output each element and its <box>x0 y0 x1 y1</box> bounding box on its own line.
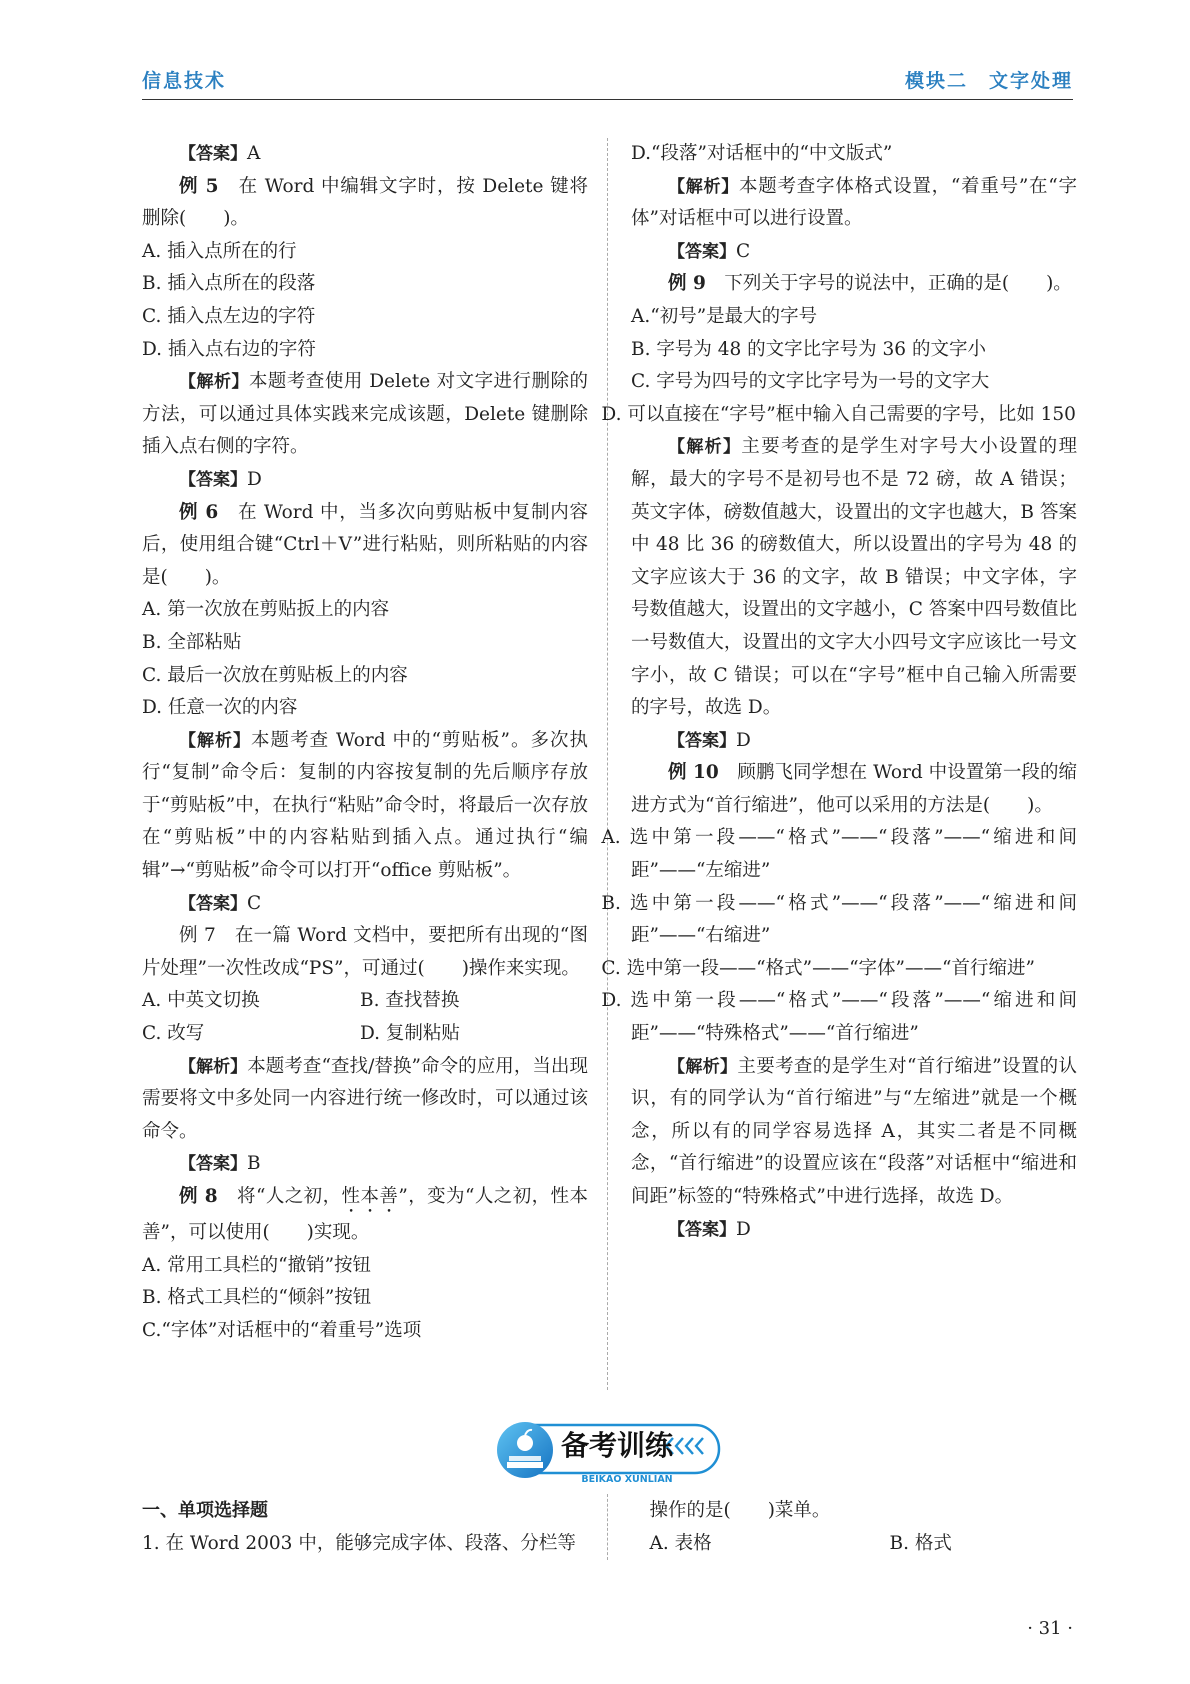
example-8-stem: 例 8 将“人之初，性本善”，变为“人之初，性本善”，可以使用( )实现。 <box>142 1186 588 1243</box>
analysis: 【解析】本题考查 Word 中的“剪贴板”。多次执行“复制”命令后：复制的内容按复制的先后顺序存放于“剪贴板”中，在执行“粘贴”命令时，将最后一次存放在“剪贴板”中的内容粘贴到插入点。通过执行“编辑”→“剪贴板”命令可以打开“office 剪贴板”。 <box>142 729 588 882</box>
example-7-stem: 例 7 在一篇 Word 文档中，要把所有出现的“图片处理”一次性改成“PS”，可通过( )操作来实现。 <box>142 925 588 979</box>
answer-line: 【答案】B <box>179 1153 261 1175</box>
analysis: 【解析】主要考查的是学生对字号大小设置的理解，最大的字号不是初号也不是 72 磅，故 A 错误；英文字体，磅数值越大，设置出的文字也越大，B 答案中 48 比 36 的磅数值大，所以设置出的字号为 48 的文字应该大于 36 的文字，故 B 错误；中文字体，字号数值越大，设置出的文字越小，C 答案中四号数值比一号数值大，设置出的文字大小四号文字应该比一号文字小，故 C 错误；可以在“字号”框中自己输入所需要的字号，故选 D。 <box>631 436 1077 719</box>
option-b: B. 格式 <box>889 1533 952 1554</box>
banner-graphic <box>487 1410 737 1492</box>
question-1-stem: 1. 在 Word 2003 中，能够完成字体、段落、分栏等 <box>142 1533 576 1554</box>
option-b: B. 查找替换 <box>360 990 460 1012</box>
option-a: A. 第一次放在剪贴扳上的内容 <box>142 599 390 621</box>
answer-line: 【答案】A <box>179 143 261 164</box>
page-number: · 31 · <box>1027 1618 1073 1639</box>
header-rule <box>142 99 1073 100</box>
option-d: D. 选中第一段——“格式”——“段落”——“缩进和间距”——“特殊格式”——“首行缩进” <box>601 990 1077 1045</box>
option-c: C. 改写 <box>142 1023 205 1045</box>
answer-line: 【答案】D <box>668 1218 751 1240</box>
option-b: B. 格式工具栏的“倾斜”按钮 <box>142 1287 372 1309</box>
option-row <box>631 1527 1077 1560</box>
option-d: D. 任意一次的内容 <box>142 697 298 719</box>
analysis: 【解析】本题考查“查找/替换”命令的应用，当出现需要将文中多处同一内容进行统一修改时，可以通过该命令。 <box>142 1055 588 1142</box>
column-divider <box>607 138 608 1390</box>
answer-line: 【答案】D <box>668 729 751 751</box>
example-9-stem: 例 9 下列关于字号的说法中，正确的是( )。 <box>668 273 1072 295</box>
option-d: D.“段落”对话框中的“中文版式” <box>631 143 893 164</box>
running-header-subject: 信息技术 <box>142 70 227 92</box>
analysis: 【解析】本题考查使用 Delete 对文字进行删除的方法，可以通过具体实践来完成该题，Delete 键删除插入点右侧的字符。 <box>142 371 588 458</box>
option-d: D. 可以直接在“字号”框中输入自己需要的字号，比如 150 <box>601 403 1076 425</box>
option-c: C.“字体”对话框中的“着重号”选项 <box>142 1319 422 1341</box>
option-a: A. 插入点所在的行 <box>142 240 297 262</box>
question-1-stem-cont: 操作的是( )菜单。 <box>649 1500 831 1521</box>
emphasis-dotted-text: 性本善 <box>341 1186 399 1207</box>
analysis: 【解析】主要考查的是学生对“首行缩进”设置的认识，有的同学认为“首行缩进”与“左缩进”就是一个概念，所以有的同学容易选择 A，其实二者是不同概念，“首行缩进”的设置应该在“段落”对话框中“缩进和间距”标签的“特殊格式”中进行选择，故选 D。 <box>631 1055 1078 1207</box>
practice-banner <box>487 1410 737 1492</box>
option-a: A. 选中第一段——“格式”——“段落”——“缩进和间距”——“左缩进” <box>601 827 1077 882</box>
apple-book-icon <box>497 1422 553 1478</box>
option-c: C. 字号为四号的文字比字号为一号的文字大 <box>631 371 990 393</box>
option-d: D. 插入点右边的字符 <box>142 338 316 360</box>
option-b: B. 插入点所在的段落 <box>142 273 316 295</box>
example-5-stem: 例 5 在 Word 中编辑文字时，按 Delete 键将删除( )。 <box>142 175 588 230</box>
right-column <box>601 138 1078 1246</box>
practice-right <box>631 1494 1077 1560</box>
option-a: A. 中英文切换 <box>142 990 260 1012</box>
option-c: C. 最后一次放在剪贴板上的内容 <box>142 664 408 686</box>
answer-line: 【答案】C <box>668 240 751 262</box>
answer-line: 【答案】C <box>179 892 262 914</box>
option-row <box>142 985 588 1018</box>
banner-title: 备考训练 <box>561 1429 674 1462</box>
option-a: A. 常用工具栏的“撤销”按钮 <box>142 1254 372 1276</box>
analysis: 【解析】本题考查字体格式设置，“着重号”在“字体”对话框中可以进行设置。 <box>631 175 1078 230</box>
section-title: 一、单项选择题 <box>142 1500 268 1521</box>
option-c: C. 选中第一段——“格式”——“字体”——“首行缩进” <box>601 957 1035 979</box>
running-header-module: 模块二 文字处理 <box>904 70 1073 92</box>
option-c: C. 插入点左边的字符 <box>142 305 316 327</box>
practice-left <box>142 1494 588 1560</box>
option-row <box>142 1018 588 1051</box>
column-divider <box>607 1494 608 1560</box>
option-b: B. 字号为 48 的文字比字号为 36 的文字小 <box>631 338 986 360</box>
option-a: A.“初号”是最大的字号 <box>631 305 818 327</box>
option-b: B. 全部粘贴 <box>142 631 242 653</box>
option-a: A. 表格 <box>649 1533 712 1554</box>
answer-line: 【答案】D <box>179 468 262 490</box>
option-d: D. 复制粘贴 <box>360 1023 460 1045</box>
example-6-stem: 例 6 在 Word 中，当多次向剪贴板中复制内容后，使用组合键“Ctrl＋V”进行粘贴，则所粘贴的内容是( )。 <box>142 501 588 588</box>
example-10-stem: 例 10 顾鹏飞同学想在 Word 中设置第一段的缩进方式为“首行缩进”，他可以采用的方法是( )。 <box>631 762 1077 816</box>
left-column <box>142 138 588 1347</box>
option-b: B. 选中第一段——“格式”——“段落”——“缩进和间距”——“右缩进” <box>601 892 1077 947</box>
banner-subtitle: BEIKAO XUNLIAN <box>581 1474 673 1485</box>
